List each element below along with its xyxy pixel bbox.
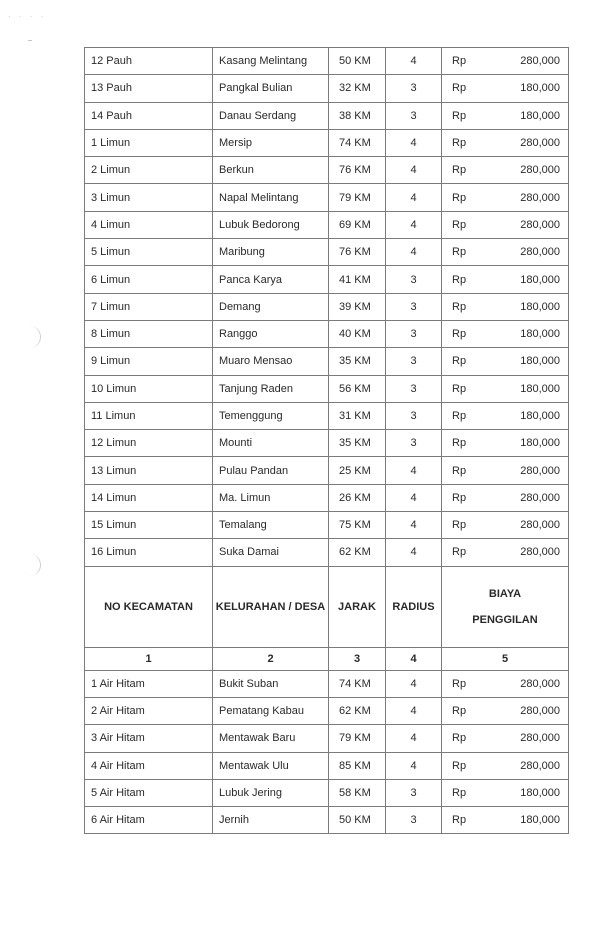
cell-jarak: 76 KM [329, 157, 386, 184]
cell-biaya [442, 807, 569, 834]
table-row [85, 239, 569, 266]
cell-kecamatan: 2 Limun [85, 157, 213, 184]
cell-biaya [442, 239, 569, 266]
cell-kelurahan-desa: Muaro Mensao [213, 348, 329, 375]
cell-biaya [442, 320, 569, 347]
cell-radius: 4 [386, 539, 442, 566]
table-row [85, 375, 569, 402]
cell-jarak: 79 KM [329, 184, 386, 211]
currency-label: Rp [452, 464, 467, 477]
cell-kecamatan: 7 Limun [85, 293, 213, 320]
cell-radius: 4 [386, 129, 442, 156]
cell-kecamatan: 2 Air Hitam [85, 697, 213, 724]
column-number: 3 [329, 647, 386, 670]
amount-value: 180,000 [520, 273, 560, 286]
cell-kelurahan-desa: Demang [213, 293, 329, 320]
cell-radius: 3 [386, 375, 442, 402]
table-header-row [85, 566, 569, 647]
cell-jarak: 31 KM [329, 402, 386, 429]
cell-radius: 4 [386, 725, 442, 752]
table-row [85, 484, 569, 511]
cell-biaya [442, 402, 569, 429]
cell-jarak: 79 KM [329, 725, 386, 752]
table-row [85, 539, 569, 566]
currency-label: Rp [452, 491, 467, 504]
column-number: 5 [442, 647, 569, 670]
amount-value: 280,000 [520, 759, 560, 772]
fee-table [84, 47, 569, 834]
cell-jarak: 58 KM [329, 779, 386, 806]
cell-jarak: 41 KM [329, 266, 386, 293]
amount-value: 280,000 [520, 191, 560, 204]
header-biaya-line1: BIAYA [488, 587, 522, 600]
cell-kelurahan-desa: Danau Serdang [213, 102, 329, 129]
cell-kelurahan-desa: Bukit Suban [213, 670, 329, 697]
cell-jarak: 69 KM [329, 211, 386, 238]
table-row [85, 725, 569, 752]
punch-hole-mark [28, 326, 41, 348]
cell-biaya [442, 484, 569, 511]
cell-kecamatan: 5 Air Hitam [85, 779, 213, 806]
table-row [85, 157, 569, 184]
cell-biaya [442, 184, 569, 211]
cell-biaya [442, 779, 569, 806]
cell-kelurahan-desa: Napal Melintang [213, 184, 329, 211]
header-no-kecamatan: NO KECAMATAN [85, 566, 213, 647]
cell-biaya [442, 375, 569, 402]
cell-kecamatan: 3 Limun [85, 184, 213, 211]
cell-radius: 4 [386, 670, 442, 697]
currency-label: Rp [452, 786, 467, 799]
cell-jarak: 74 KM [329, 670, 386, 697]
table-row [85, 697, 569, 724]
cell-kelurahan-desa: Pematang Kabau [213, 697, 329, 724]
amount-value: 280,000 [520, 464, 560, 477]
cell-biaya [442, 211, 569, 238]
cell-kelurahan-desa: Maribung [213, 239, 329, 266]
table-row [85, 779, 569, 806]
currency-label: Rp [452, 218, 467, 231]
table-row [85, 293, 569, 320]
cell-kecamatan: 14 Limun [85, 484, 213, 511]
currency-label: Rp [452, 164, 467, 177]
amount-value: 280,000 [520, 546, 560, 559]
cell-jarak: 38 KM [329, 102, 386, 129]
cell-kelurahan-desa: Panca Karya [213, 266, 329, 293]
cell-jarak: 76 KM [329, 239, 386, 266]
cell-radius: 4 [386, 184, 442, 211]
table-row [85, 184, 569, 211]
cell-radius: 3 [386, 266, 442, 293]
currency-label: Rp [452, 300, 467, 313]
cell-radius: 4 [386, 211, 442, 238]
cell-biaya [442, 48, 569, 75]
column-number: 4 [386, 647, 442, 670]
cell-jarak: 40 KM [329, 320, 386, 347]
cell-radius: 3 [386, 75, 442, 102]
header-radius: RADIUS [386, 566, 442, 647]
table-row [85, 807, 569, 834]
cell-kecamatan: 4 Air Hitam [85, 752, 213, 779]
amount-value: 280,000 [520, 164, 560, 177]
amount-value: 180,000 [520, 300, 560, 313]
cell-kecamatan: 3 Air Hitam [85, 725, 213, 752]
cell-kecamatan: 12 Limun [85, 430, 213, 457]
cell-kelurahan-desa: Jernih [213, 807, 329, 834]
cell-kecamatan: 11 Limun [85, 402, 213, 429]
cell-kecamatan: 1 Limun [85, 129, 213, 156]
cell-kecamatan: 13 Pauh [85, 75, 213, 102]
cell-biaya [442, 670, 569, 697]
column-number: 2 [213, 647, 329, 670]
cell-radius: 4 [386, 484, 442, 511]
table-row [85, 75, 569, 102]
cell-jarak: 56 KM [329, 375, 386, 402]
cell-radius: 4 [386, 457, 442, 484]
column-number: 1 [85, 647, 213, 670]
currency-label: Rp [452, 705, 467, 718]
cell-jarak: 25 KM [329, 457, 386, 484]
table-body-top [85, 48, 569, 567]
table-row [85, 211, 569, 238]
cell-kecamatan: 9 Limun [85, 348, 213, 375]
cell-jarak: 62 KM [329, 697, 386, 724]
header-kelurahan-desa: KELURAHAN / DESA [213, 566, 329, 647]
table-row [85, 430, 569, 457]
cell-kecamatan: 1 Air Hitam [85, 670, 213, 697]
table-row [85, 402, 569, 429]
header-biaya-line2: PENGGILAN [472, 613, 538, 626]
cell-jarak: 26 KM [329, 484, 386, 511]
cell-radius: 3 [386, 779, 442, 806]
cell-kecamatan: 5 Limun [85, 239, 213, 266]
amount-value: 180,000 [520, 355, 560, 368]
header-biaya-penggilan [442, 566, 569, 647]
cell-kecamatan: 10 Limun [85, 375, 213, 402]
currency-label: Rp [452, 328, 467, 341]
cell-biaya [442, 102, 569, 129]
cell-kelurahan-desa: Ma. Limun [213, 484, 329, 511]
table-row [85, 102, 569, 129]
cell-kelurahan-desa: Mersip [213, 129, 329, 156]
cell-jarak: 50 KM [329, 48, 386, 75]
cell-jarak: 50 KM [329, 807, 386, 834]
cell-kelurahan-desa: Berkun [213, 157, 329, 184]
cell-biaya [442, 752, 569, 779]
table-header-block [85, 566, 569, 670]
cell-kelurahan-desa: Mentawak Baru [213, 725, 329, 752]
amount-value: 180,000 [520, 109, 560, 122]
table-row [85, 266, 569, 293]
currency-label: Rp [452, 382, 467, 395]
amount-value: 180,000 [520, 410, 560, 422]
cell-radius: 4 [386, 752, 442, 779]
cell-kelurahan-desa: Mounti [213, 430, 329, 457]
table-row [85, 348, 569, 375]
currency-label: Rp [452, 437, 467, 450]
cell-kelurahan-desa: Temalang [213, 512, 329, 539]
currency-label: Rp [452, 759, 467, 772]
currency-label: Rp [452, 355, 467, 368]
cell-jarak: 35 KM [329, 348, 386, 375]
cell-biaya [442, 129, 569, 156]
cell-kelurahan-desa: Pulau Pandan [213, 457, 329, 484]
amount-value: 280,000 [520, 491, 560, 504]
cell-radius: 3 [386, 293, 442, 320]
cell-jarak: 75 KM [329, 512, 386, 539]
punch-hole-mark [28, 554, 41, 576]
cell-kelurahan-desa: Mentawak Ulu [213, 752, 329, 779]
amount-value: 180,000 [520, 814, 560, 827]
cell-biaya [442, 430, 569, 457]
cell-biaya [442, 157, 569, 184]
cell-jarak: 39 KM [329, 293, 386, 320]
cell-kecamatan: 6 Limun [85, 266, 213, 293]
cell-radius: 3 [386, 807, 442, 834]
cell-kelurahan-desa: Tanjung Raden [213, 375, 329, 402]
cell-jarak: 85 KM [329, 752, 386, 779]
currency-label: Rp [452, 82, 467, 95]
table-row [85, 457, 569, 484]
table-row [85, 320, 569, 347]
amount-value: 280,000 [520, 137, 560, 150]
cell-radius: 4 [386, 48, 442, 75]
table-row [85, 512, 569, 539]
scan-artifact [28, 40, 32, 41]
cell-kecamatan: 16 Limun [85, 539, 213, 566]
column-number-row [85, 647, 569, 670]
table-row [85, 752, 569, 779]
amount-value: 180,000 [520, 82, 560, 95]
amount-value: 280,000 [520, 677, 560, 690]
cell-radius: 3 [386, 402, 442, 429]
table-row [85, 129, 569, 156]
table-row [85, 670, 569, 697]
cell-kelurahan-desa: Lubuk Bedorong [213, 211, 329, 238]
amount-value: 280,000 [520, 218, 560, 231]
amount-value: 280,000 [520, 519, 560, 532]
amount-value: 180,000 [520, 437, 560, 450]
header-jarak: JARAK [329, 566, 386, 647]
cell-kelurahan-desa: Kasang Melintang [213, 48, 329, 75]
cell-kelurahan-desa: Lubuk Jering [213, 779, 329, 806]
cell-jarak: 62 KM [329, 539, 386, 566]
table-row [85, 48, 569, 75]
cell-kelurahan-desa: Ranggo [213, 320, 329, 347]
cell-biaya [442, 293, 569, 320]
cell-radius: 4 [386, 512, 442, 539]
currency-label: Rp [452, 814, 467, 827]
cell-kecamatan: 15 Limun [85, 512, 213, 539]
currency-label: Rp [452, 246, 467, 259]
currency-label: Rp [452, 109, 467, 122]
cell-biaya [442, 697, 569, 724]
cell-kelurahan-desa: Pangkal Bulian [213, 75, 329, 102]
cell-biaya [442, 266, 569, 293]
scan-artifact: · · · · [8, 12, 47, 21]
currency-label: Rp [452, 55, 467, 68]
currency-label: Rp [452, 519, 467, 532]
amount-value: 180,000 [520, 328, 560, 341]
cell-jarak: 32 KM [329, 75, 386, 102]
cell-kelurahan-desa: Temenggung [213, 402, 329, 429]
cell-radius: 3 [386, 430, 442, 457]
currency-label: Rp [452, 546, 467, 559]
table-body-bottom [85, 670, 569, 834]
cell-radius: 3 [386, 102, 442, 129]
cell-kecamatan: 13 Limun [85, 457, 213, 484]
currency-label: Rp [452, 273, 467, 286]
amount-value: 180,000 [520, 786, 560, 799]
cell-biaya [442, 457, 569, 484]
amount-value: 280,000 [520, 705, 560, 718]
cell-jarak: 35 KM [329, 430, 386, 457]
amount-value: 280,000 [520, 246, 560, 259]
cell-biaya [442, 75, 569, 102]
currency-label: Rp [452, 410, 467, 422]
cell-biaya [442, 539, 569, 566]
cell-kecamatan: 12 Pauh [85, 48, 213, 75]
amount-value: 280,000 [520, 55, 560, 68]
amount-value: 180,000 [520, 382, 560, 395]
cell-radius: 4 [386, 157, 442, 184]
cell-radius: 3 [386, 348, 442, 375]
currency-label: Rp [452, 732, 467, 745]
cell-jarak: 74 KM [329, 129, 386, 156]
amount-value: 280,000 [520, 732, 560, 745]
currency-label: Rp [452, 191, 467, 204]
cell-radius: 3 [386, 320, 442, 347]
cell-biaya [442, 512, 569, 539]
cell-radius: 4 [386, 697, 442, 724]
cell-kecamatan: 4 Limun [85, 211, 213, 238]
cell-radius: 4 [386, 239, 442, 266]
currency-label: Rp [452, 137, 467, 150]
cell-kecamatan: 6 Air Hitam [85, 807, 213, 834]
cell-biaya [442, 725, 569, 752]
cell-kecamatan: 8 Limun [85, 320, 213, 347]
cell-biaya [442, 348, 569, 375]
cell-kecamatan: 14 Pauh [85, 102, 213, 129]
cell-kelurahan-desa: Suka Damai [213, 539, 329, 566]
currency-label: Rp [452, 677, 467, 690]
